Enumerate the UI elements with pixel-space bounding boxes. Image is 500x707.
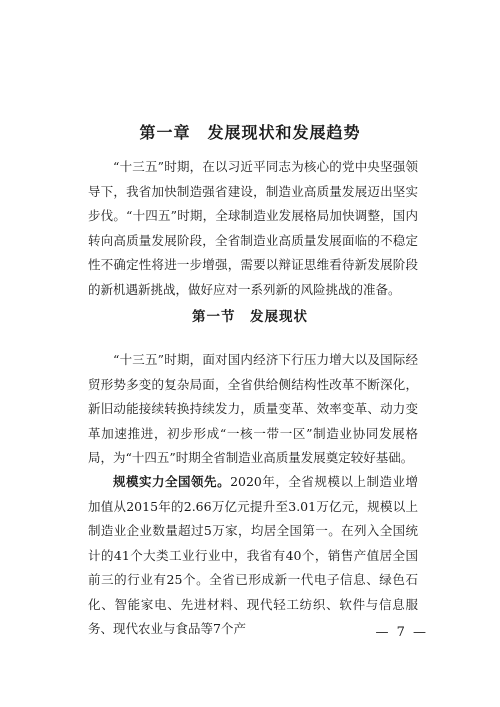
section-title: 第一节 发展现状 <box>192 309 308 325</box>
page-number: — 7 — <box>375 625 428 640</box>
section-paragraph-2 <box>88 470 418 642</box>
paragraph-lead-heading: 规模实力全国领先。 <box>113 474 231 489</box>
paragraph-body-text: 2020年，全省规模以上制造业增加值从2015年的2.66万亿元提升至3.01万亿元，规模以上制造业企业数量超过5万家，均居全国第一。在列入全国统计的41个大类工业行业中，我省有40个，销售产值居全国前三的行业有25个。全省已形成新一代电子信息、绿色石化、智能家电、先进材料、现代轻工纺织、软件与信息服务、现代农业与食品等7个产 <box>88 474 418 636</box>
chapter-intro-paragraph: “十三五”时期，在以习近平同志为核心的党中央坚强领导下，我省加快制造强省建设，制造业高质量发展迈出坚实步伐。“十四五”时期，全球制造业发展格局加快调整，国内转向高质量发展阶段，全省制造业高质量发展面临的不稳定性不确定性将进一步增强，需要以辩证思维看待新发展阶段的新机遇新挑战，做好应对一系列新的风险挑战的准备。 <box>88 159 418 297</box>
section-paragraph-1: “十三五”时期，面对国内经济下行压力增大以及国际经贸形势多变的复杂局面，全省供给侧结构性改革不断深化，新旧动能接续转换持续发力，质量变革、效率变革、动力变革加速推进，初步形成“一核一带一区”制造业协同发展格局，为“十四五”时期全省制造业高质量发展奠定较好基础。 <box>88 352 418 465</box>
chapter-title: 第一章 发展现状和发展趋势 <box>139 123 361 142</box>
